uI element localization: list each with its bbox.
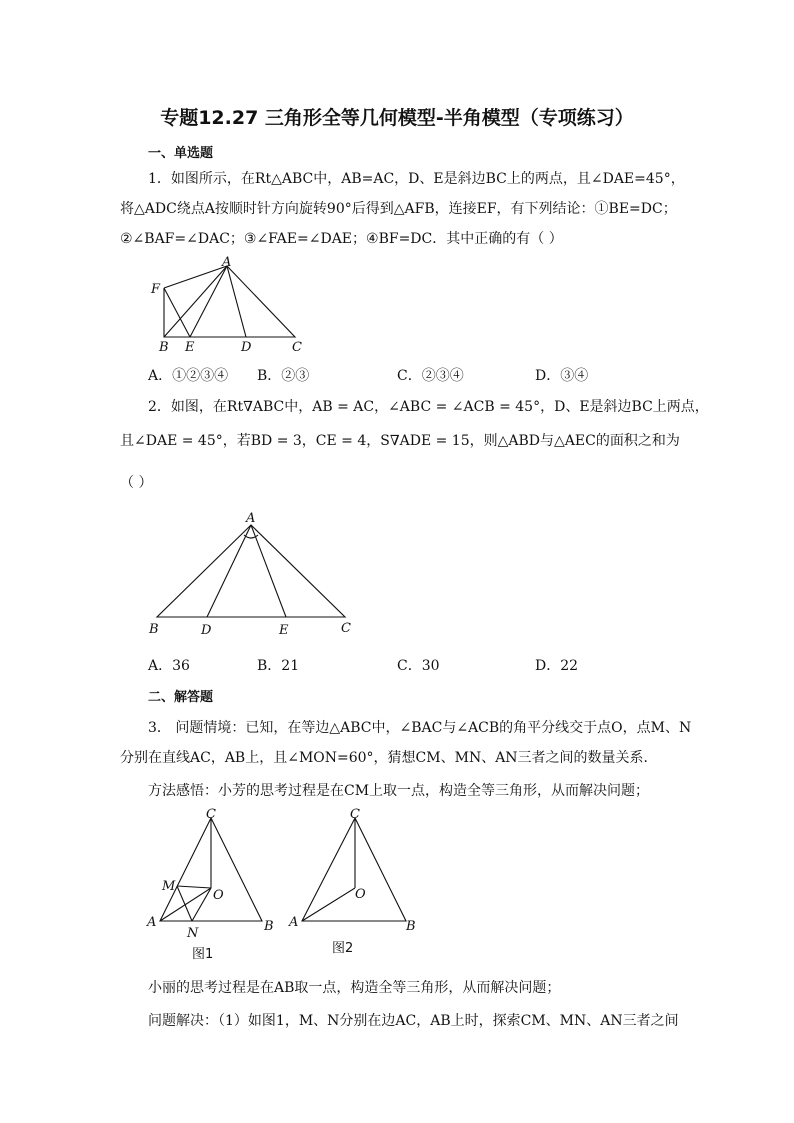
q3-text-line-3: 方法感悟：小芳的思考过程是在CM上取一点，构造全等三角形，从而解决问题； <box>148 783 650 799</box>
q3-text-line-5: 问题解决：（1）如图1，M、N分别在边AC，AB上时，探索CM、MN、AN三者之间 <box>148 1013 679 1029</box>
q2-label-c: C <box>341 621 351 636</box>
q2-text-line-2: 且∠DAE = 45°，若BD = 3，CE = 4，S∇ADE = 15，则△ABD与△AEC的面积之和为 <box>120 433 680 449</box>
q1-label-c: C <box>292 340 302 354</box>
q1-text-line-1: 1．如图所示，在Rt△ABC中，AB=AC，D、E是斜边BC上的两点，且∠DAE=45°， <box>148 171 685 187</box>
q2-text-line-3: （ ） <box>120 475 153 491</box>
q3-fig1-label-a: A <box>147 915 157 930</box>
q1-option-a[interactable]: A．①②③④ <box>148 368 229 384</box>
q2-option-a[interactable]: A．36 <box>148 658 190 674</box>
q3-fig2-label-a: A <box>289 915 299 930</box>
q1-option-d[interactable]: D．③④ <box>535 368 589 384</box>
q3-fig1-label-c: C <box>206 807 216 822</box>
q2-label-e: E <box>279 623 289 638</box>
q1-label-b: B <box>159 340 169 354</box>
q3-figure-1 <box>140 800 290 965</box>
section-heading-single-choice: 一、单选题 <box>148 146 214 161</box>
q2-option-d[interactable]: D．22 <box>535 658 579 674</box>
q3-fig1-caption: 图1 <box>192 947 214 962</box>
q3-fig1-label-n: N <box>187 926 199 941</box>
q2-figure-lines <box>157 525 345 617</box>
q3-figure-2 <box>285 800 425 960</box>
page-title: 专题12.27 三角形全等几何模型-半角模型（专项练习） <box>160 107 634 129</box>
q2-figure <box>140 505 360 640</box>
q3-fig1-label-b: B <box>264 919 274 934</box>
q1-text-line-2: 将△ADC绕点A按顺时针方向旋转90°后得到△AFB，连接EF，有下列结论：①BE=DC； <box>120 201 677 217</box>
q1-figure <box>140 252 320 354</box>
q3-fig1-label-o: O <box>213 888 224 903</box>
q2-label-a: A <box>246 511 256 526</box>
q3-fig2-caption: 图2 <box>332 941 354 956</box>
q3-fig2-label-b: B <box>406 919 416 934</box>
q3-fig1-label-m: M <box>162 879 176 894</box>
q2-text-line-1: 2．如图，在Rt∇ABC中，AB = AC，∠ABC = ∠ACB = 45°，D、E是斜边BC上两点， <box>148 399 709 415</box>
q3-text-line-4: 小丽的思考过程是在AB取一点，构造全等三角形，从而解决问题； <box>148 980 561 996</box>
q2-option-b[interactable]: B．21 <box>257 658 300 674</box>
q3-fig2-label-c: C <box>350 807 360 822</box>
q3-fig1-lines <box>160 818 262 921</box>
q1-label-a: A <box>222 255 232 270</box>
q1-option-c[interactable]: C．②③④ <box>397 368 464 384</box>
q3-fig2-label-o: O <box>355 887 366 902</box>
q3-fig2-lines <box>302 818 406 921</box>
q3-text-line-1: 3． 问题情境：已知，在等边△ABC中，∠BAC与∠ACB的角平分线交于点O，点M、N <box>148 720 692 736</box>
q1-label-f: F <box>151 282 161 297</box>
section-heading-answer: 二、解答题 <box>148 690 214 705</box>
q3-text-line-2: 分别在直线AC，AB上，且∠MON=60°，猜想CM、MN、AN三者之间的数量关系． <box>120 750 658 766</box>
q1-figure-lines <box>164 266 295 337</box>
q1-option-b[interactable]: B．②③ <box>257 368 310 384</box>
q2-label-d: D <box>201 623 212 638</box>
q1-label-e: E <box>185 340 195 354</box>
q1-label-d: D <box>241 340 252 354</box>
q1-text-line-3: ②∠BAF=∠DAC；③∠FAE=∠DAE；④BF=DC．其中正确的有（ ） <box>120 231 563 247</box>
q2-option-c[interactable]: C．30 <box>397 658 440 674</box>
q2-label-b: B <box>149 622 159 637</box>
